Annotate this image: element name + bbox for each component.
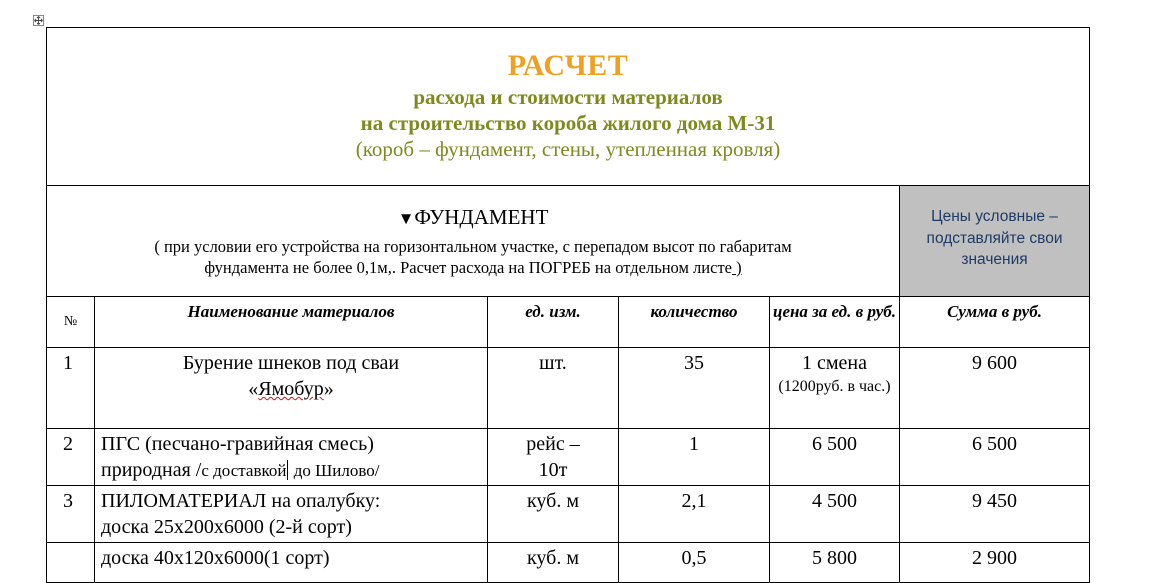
row-sum: 9 600 <box>972 352 1018 374</box>
calculation-table <box>46 27 1090 583</box>
row-num: 2 <box>63 433 73 455</box>
row-num: 1 <box>63 352 73 374</box>
table-move-handle-icon[interactable] <box>33 15 44 26</box>
spellcheck-word: Ямобур <box>258 378 324 400</box>
row-price: 4 500 <box>812 490 857 512</box>
row-unit: куб. м <box>526 490 579 512</box>
title-line-3: (короб – фундамент, стены, утепленная кровля) <box>355 137 781 161</box>
row-unit: шт. <box>539 352 567 374</box>
row-price: 6 500 <box>812 433 857 455</box>
section-note: ( при условии его устройства на горизонтальном участке, с перепадом высот по габаритам фундамента не более 0,1м,. Расчет расхода на ПОГРЕБ на отдельном листе ) <box>154 237 792 277</box>
header-unit: ед. изм. <box>488 297 619 348</box>
row-unit: куб. м <box>526 547 579 569</box>
row-qty: 0,5 <box>681 547 707 569</box>
table-row: 1 Бурение шнеков под сваи «Ямобур» шт. 35 1 смена (1200руб. в час.) 9 600 <box>47 348 1090 429</box>
row-name: Бурение шнеков под сваи <box>182 352 400 374</box>
table-header-row <box>47 297 1090 348</box>
row-num <box>47 543 94 545</box>
header-sum: Сумма в руб. <box>900 297 1090 348</box>
title-line-1: расхода и стоимости материалов <box>413 85 723 109</box>
row-sum: 2 900 <box>972 547 1018 569</box>
row-name: ПГС (песчано-гравийная смесь) <box>101 433 374 455</box>
section-heading: ФУНДАМЕНТ <box>414 205 549 229</box>
title-line-2: на строительство короба жилого дома М-31 <box>360 111 776 135</box>
row-unit: рейс – 10т <box>526 433 580 481</box>
table-row <box>47 543 1090 583</box>
section-header <box>47 186 900 297</box>
triangle-down-icon: ▼ <box>397 209 415 228</box>
row-sum: 9 450 <box>972 490 1018 512</box>
header-num: № <box>47 297 95 348</box>
row-qty: 35 <box>684 352 704 374</box>
row-price-note: (1200руб. в час.) <box>778 378 891 395</box>
document-title: РАСЧЕТ <box>507 49 629 82</box>
prices-note: Цены условные – подставляйте свои значения <box>926 208 1063 268</box>
row-sum: 6 500 <box>972 433 1018 455</box>
row-price: 5 800 <box>812 547 857 569</box>
row-qty: 1 <box>689 433 699 455</box>
row-name: доска 40х120х6000(1 сорт) <box>101 547 330 569</box>
table-row: 2 ПГС (песчано-гравийная смесь) природная /с доставкой до Шилово/ рейс – 10т 1 6 500 6 500 <box>47 429 1090 486</box>
header-name: Наименование материалов <box>95 297 488 348</box>
header-qty: количество <box>619 297 770 348</box>
table-row: 3 ПИЛОМАТЕРИАЛ на опалубку: доска 25х200х6000 (2-й сорт) куб. м 2,1 4 500 9 450 <box>47 486 1090 543</box>
prices-note-cell <box>900 186 1090 297</box>
title-block <box>47 28 1090 186</box>
row-num: 3 <box>63 490 73 512</box>
row-name: ПИЛОМАТЕРИАЛ на опалубку: <box>101 490 381 512</box>
row-qty: 2,1 <box>681 490 707 512</box>
header-price: цена за ед. в руб. <box>770 297 900 348</box>
row-price: 1 смена <box>802 352 867 374</box>
